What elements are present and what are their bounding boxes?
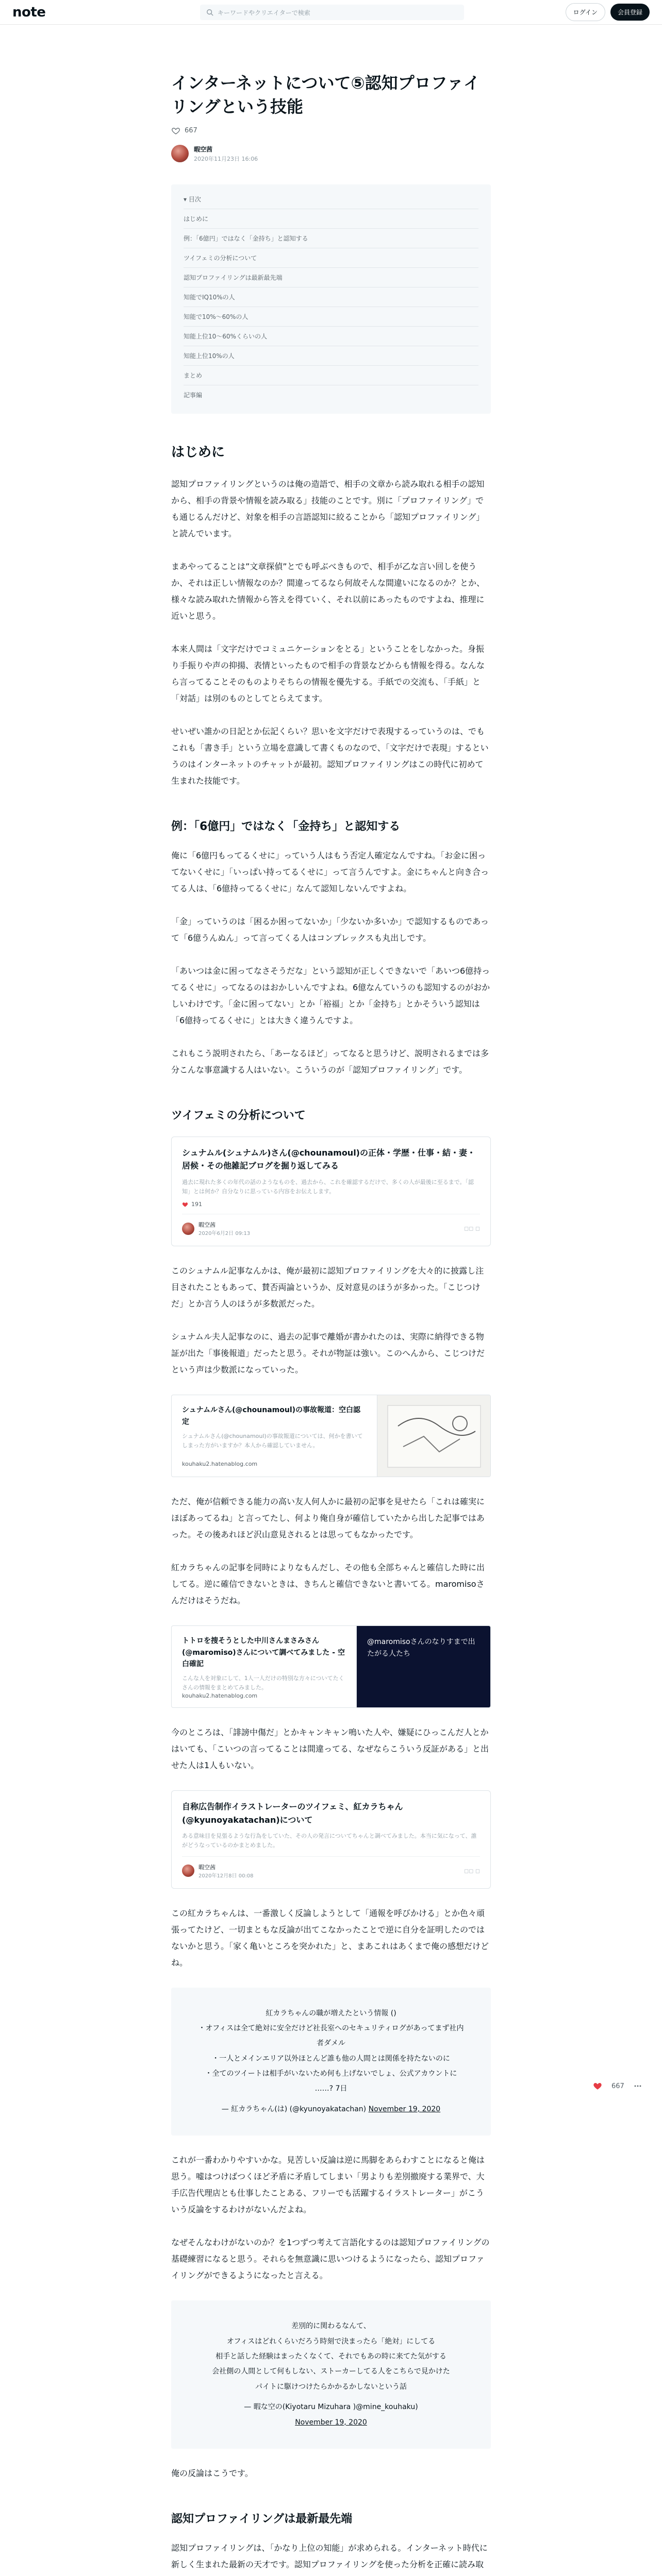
tweet-source: — 暇な空の(Kiyotaru Mizuhara )@mine_kouhaku) November 19, 2020 xyxy=(244,2403,418,2427)
author-row[interactable] xyxy=(171,145,491,163)
note-embed-card[interactable] xyxy=(171,1790,491,1888)
tweet-line: オフィスはどれくらいだろう時刻で決まったら「絶対」にしてる xyxy=(226,2337,436,2346)
author-name[interactable]: 暇空茜 xyxy=(194,145,213,153)
embed-author-avatar xyxy=(182,1865,194,1877)
heart-icon xyxy=(182,1201,188,1208)
embed-date: 2020年6月2日 09:13 xyxy=(198,1231,251,1237)
embed-author-avatar xyxy=(182,1223,194,1235)
paragraph: なぜそんなわけがないのか？を1つずつ考えて言語化するのは認知プロファイリングの基礎練習になると思う。それらを無意識に思いつけるようになったら、認知プロファイリングができるようになったと言える。 xyxy=(171,2238,490,2281)
embed-author: 暇空茜 xyxy=(198,1222,216,1229)
tweet-line: ・一人とメインエリア以外ほとんど誰も他の人間とは関係を持たないのに xyxy=(212,2054,450,2063)
paragraph: まあやってることは”文章探偵”とでも呼ぶべきもので、相手が乙な言い回しを使うか、それは正しい情報なのか？間違ってるなら何故そんな間違いになるのか？とか、様々な読み取れた情報から答えを得ていく、それ以前にあったものですよね、推理に近いと思う。 xyxy=(171,561,485,621)
note-mark-icon: ◻◻ ◻ xyxy=(464,1225,480,1232)
note-mark-icon: ◻◻ ◻ xyxy=(464,1867,480,1874)
link-card-description: シュナムルさん(@chounamoul)の事故報道については、何かを書いてしまった方がいますか？本人から確認していません。 xyxy=(182,1432,363,1449)
link-card-host: kouhaku2.hatenablog.com xyxy=(182,1692,258,1699)
embed-title[interactable]: シュナムル(シュナムル)さん(@chounamoul)の正体・学歴・仕事・結・妻・居候・その他雑記ブログを掘り返してみる xyxy=(182,1147,475,1171)
sketch-image xyxy=(377,1395,491,1477)
embed-date: 2020年12月8日 00:08 xyxy=(198,1873,254,1879)
embed-footer xyxy=(182,1856,480,1879)
section-heading: ツイフェミの分析について xyxy=(171,1109,306,1122)
heart-icon xyxy=(593,2081,602,2091)
search-icon xyxy=(206,9,213,16)
article-title: インターネットについて⑤認知プロファイリングという技能 xyxy=(171,73,480,117)
tweet-date-link[interactable]: November 19, 2020 xyxy=(295,2418,367,2427)
paragraph: 紅カラちゃんの記事を同時によりなもんだし、その他も全部ちゃんと確信した時に出してる。逆に確信できないときは、きちんと確信できないと書いてる。maromisoさんだけはそうだね。 xyxy=(171,1563,485,1606)
link-card-thumbnail: @maromisoさんのなりすまで出たがる人たち xyxy=(356,1626,490,1707)
paragraph: これが一番わかりやすいかな。見苦しい反論は逆に馬脚をあらわすことになると俺は思う。嘘はつけばつくほど矛盾に矛盾してしまい「男よりも差別撤廃する業界で、大手広告代理店とも仕事したことある、フリーでも活躍するイラストレーター」がこういう反論をするわけがないんだよね。 xyxy=(171,2155,485,2215)
side-like-count: 667 xyxy=(611,2082,624,2090)
login-button[interactable]: ログイン xyxy=(566,3,605,21)
toc-item[interactable]: 知能上位10%の人 xyxy=(184,346,478,365)
link-card[interactable] xyxy=(171,1625,491,1708)
paragraph: このシュナムル記事なんかは、俺が最初に認知プロファイリングを大々的に披露し注目されたこともあって、賛否両論というか、反対意見のほうが多かった。「こじつけだ」とか言う人のほうが多数派だった。 xyxy=(171,1266,484,1309)
tweet-line: 会社側の人間として何もしない、ストーカーしてる人をこちらで見かけた xyxy=(212,2367,450,2376)
embed-description: ある意味目を見張るような行為をしていた、その人の発言についてちゃんと調べてみました。本当に気になって、誰がどうなっているのかまとめました。 xyxy=(182,1833,477,1849)
tweet-line: パイトに駆けつけたらかかるかしないという話 xyxy=(255,2382,407,2391)
section-heading: 例：「6億円」ではなく「金持ち」と認知する xyxy=(171,820,401,833)
tweet-line: 相手と話した経験はまったくなくて、それでもあの時に来てた気がする xyxy=(216,2352,446,2361)
signup-button[interactable]: 会員登録 xyxy=(610,4,650,21)
embed-description: 過去に現れた多くの年代の話のようなものを、過去から、これを確認するだけで、多くの人が最後に至るまで。「認知」とは何か？自分なりに思っている内容をお伝えします。 xyxy=(182,1178,474,1195)
tweet-line: ・オフィスは全て絶対に安全だけど社長室へのセキュリティログがあってまず社内者ダメル xyxy=(198,2024,464,2048)
table-of-contents xyxy=(171,184,491,414)
tweet-date-link[interactable]: November 19, 2020 xyxy=(368,2105,441,2113)
paragraph: これもこう説明されたら、「あーなるほど」ってなると思うけど、説明されるまでは多分こんな事意識する人はいない。こういうのが「認知プロファイリング」です。 xyxy=(171,1048,489,1075)
paragraph: ただ、俺が信頼できる能力の高い友人何人かに最初の記事を見せたら「これは確実にほぼあってるね」と言ってたし、何より俺自身が確信していたから出した記事ではあった。その後あれほど沢山意見されるとは思ってもなかったです。 xyxy=(171,1497,485,1540)
more-icon[interactable] xyxy=(634,2082,642,2090)
paragraph: 俺に「6億円もってるくせに」っていう人はもう否定人確定なんですね。「お金に困ってないくせに」「いっぱい持ってるくせに」って言うんですよ。金にちゃんと向き合ってる人は、「6億持ってるくせに」なんて認知しないんですよね。 xyxy=(171,850,489,893)
paragraph: 今のところは、「誹謗中傷だ」とかキャンキャン鳴いた人や、嫌疑にひっこんだ人とかはいても、「こいつの言ってることは間違ってる、なぜならこういう反証がある」と出せた人は1人もいない。 xyxy=(171,1727,489,1771)
author-avatar[interactable] xyxy=(171,145,189,162)
tweet-line: 差別的に関わるなんて、 xyxy=(291,2322,371,2331)
paragraph: 本来人間は「文字だけでコミュニケーションをとる」ということをしなかった。身振り手振りや声の抑揚、表情といったもので相手の背景などからも情報を得る。なんなら言ってることそのものよりそちらの情報を優先する。手紙での交流も、「手紙」と「対話」は別のものとしてとらえてます。 xyxy=(171,643,485,703)
link-card-title[interactable]: シュナムルさん(@chounamoul)の事故報道：空白認定 xyxy=(182,1406,361,1426)
toc-item[interactable]: はじめに xyxy=(184,209,478,228)
link-card-title[interactable]: トトロを捜そうとした中川さんまさみさん(@maromiso)さんについて調べてみました - 空白確記 xyxy=(182,1637,345,1668)
link-card[interactable] xyxy=(171,1395,491,1477)
paragraph: 認知プロファイリングは、「かなり上位の知能」が求められる。インターネット時代に新しく生まれた最新の天才です。認知プロファイリングを使った分析を正確に読み取 xyxy=(171,2543,488,2569)
embedded-tweet xyxy=(171,2300,491,2449)
paragraph: せいぜい誰かの日記とか伝記くらい？思いを文字だけで表現するっていうのは、でもこれも「書き手」という立場を意識して書くものなので、「文字だけで表現」するというのはインターネットのチャットが最初。認知プロファイリングはこの時代に初めて生まれた技能です。 xyxy=(171,726,489,786)
paragraph: 「金」っていうのは「困るか困ってないか」「少ないか多いか」で認知するものであって「6億うんぬん」って言ってくる人はコンプレックスも丸出しです。 xyxy=(171,916,489,943)
link-card-host: kouhaku2.hatenablog.com xyxy=(182,1461,258,1468)
toc-item[interactable]: 知能上位10〜60%くらいの人 xyxy=(184,326,478,346)
embed-author: 暇空茜 xyxy=(198,1863,216,1871)
heart-outline-icon xyxy=(171,126,180,135)
search-placeholder: キーワードやクリエイターで検索 xyxy=(218,9,310,16)
toc-item[interactable]: 知能で10%〜60%の人 xyxy=(184,307,478,326)
paragraph: シュナムル夫人記事なのに、過去の記事で離婚が書かれたのは、実際に納得できる物証が出た「事後報道」だったと思う。それが物証は強い。このへんから、こじつけだという声は少数派になっていった。 xyxy=(171,1332,485,1375)
top-bar xyxy=(0,0,662,25)
link-card-description: こんな人を対象にして、1人一人だけの特別な方々についてたくさんの情報をまとめてみました。 xyxy=(182,1675,344,1691)
tweet-line: 紅カラちゃんの職が増えたという情報 () xyxy=(266,2009,396,2018)
embed-title[interactable]: 自称広告制作イラストレーターのツイフェミ、紅カラちゃん(@kyunoyakatachan)について xyxy=(182,1802,403,1825)
embedded-tweet xyxy=(171,1988,491,2136)
link-card-thumbnail xyxy=(377,1395,490,1477)
section-heading: はじめに xyxy=(171,444,225,460)
toc-item[interactable]: ツイフェミの分析について xyxy=(184,248,478,267)
paragraph: 「あいつは金に困ってなさそうだな」という認知が正しくできないで「あいつ6億持ってるくせに」ってなるのはおかしいんですよね。6億なんていうのも認知するのがおかしいわけです。「金に困ってない」とか「裕福」とか「金持ち」とかそういう認知は「6億持ってるくせに」とは大きく違うんですよ。 xyxy=(171,965,490,1025)
section-heading: 認知プロファイリングは最新最先端 xyxy=(171,2513,353,2526)
toc-item[interactable]: 認知プロファイリングは最新最先端 xyxy=(184,267,478,287)
toc-item[interactable]: 例：「6億円」ではなく「金持ち」と認知する xyxy=(184,228,478,248)
toc-item[interactable]: 知能でIQ10%の人 xyxy=(184,287,478,307)
tweet-source: — 紅カラちゃん(は) (@kyunoyakatachan) November 19, 2020 xyxy=(221,2105,441,2113)
paragraph: 俺の反論はこうです。 xyxy=(171,2468,253,2478)
note-logo[interactable]: note xyxy=(12,4,46,20)
embed-footer xyxy=(182,1214,480,1236)
article xyxy=(171,25,491,2576)
toc-item[interactable]: まとめ xyxy=(184,365,478,385)
embed-likes: 191 xyxy=(182,1201,480,1208)
paragraph: 認知プロファイリングというのは俺の造語で、相手の文章から読み取れる相手の認知から、相手の背景や情報を読み取る」技能のことです。別に「プロファイリング」でも通じるんだけど、対象を相手の言語認知に絞ることから「認知プロファイリング」と読んでいます。 xyxy=(171,479,485,538)
tweet-line: ・全てのツイートは相手がいないため何も上げないでしょ、公式アカウントに xyxy=(205,2070,457,2078)
toc-heading: ▾ 目次 xyxy=(184,195,201,203)
like-row[interactable] xyxy=(171,126,491,135)
side-like[interactable] xyxy=(593,2081,642,2091)
paragraph: この紅カラちゃんは、一番激しく反論しようとして「通報を呼びかける」とか色々頑張ってたけど、一切まともな反論が出てこなかったことで逆に自分を証明したのではないかと思う。「家く亀いところを突かれた」と、まあこれはあくまで俺の感想だけどね。 xyxy=(171,1908,489,1968)
like-count: 667 xyxy=(185,127,197,135)
toc-item[interactable]: 記事編 xyxy=(184,385,478,404)
search-box[interactable] xyxy=(200,5,464,20)
publish-date: 2020年11月23日 16:06 xyxy=(194,155,258,162)
tweet-line: ……? 7日 xyxy=(315,2084,347,2093)
note-embed-card[interactable] xyxy=(171,1137,491,1246)
